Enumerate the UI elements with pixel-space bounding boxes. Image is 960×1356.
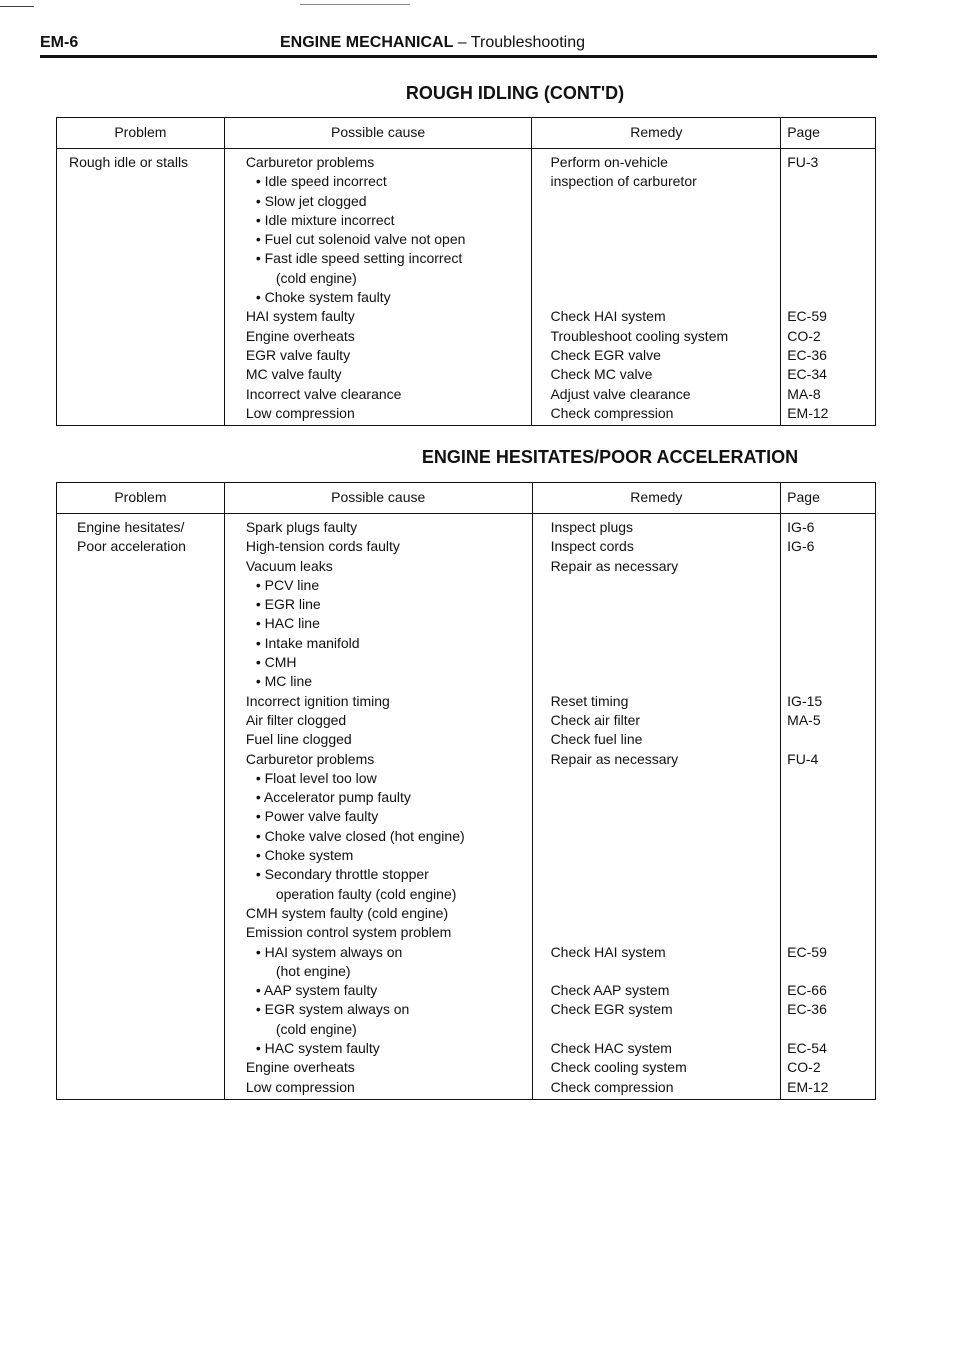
page-ref: [787, 211, 875, 230]
cause-line: • Choke system faulty: [255, 289, 391, 306]
page-ref: CO-2: [787, 1059, 821, 1076]
cause-line: • Fuel cut solenoid valve not open: [255, 231, 466, 248]
remedy-line: Reset timing: [550, 692, 629, 709]
remedy-line: Check MC valve: [550, 366, 653, 383]
header-problem: Problem: [57, 483, 225, 514]
cause-line: CMH system faulty (cold engine): [245, 904, 449, 921]
remedy-line: [551, 827, 781, 846]
table2-title: ENGINE HESITATES/POOR ACCELERATION: [421, 447, 799, 467]
page-ref: [787, 653, 875, 672]
section-title-bold: ENGINE MECHANICAL: [280, 34, 454, 51]
section-title-rest: – Troubleshooting: [453, 34, 585, 51]
remedy-line: [550, 192, 780, 211]
remedy-line: Adjust valve clearance: [550, 385, 691, 402]
remedy-line: Check EGR system: [550, 1001, 673, 1018]
cause-line: Low compression: [245, 404, 355, 421]
page-ref: IG-6: [787, 519, 815, 535]
header-remedy: Remedy: [532, 483, 781, 514]
problem-cell: [57, 514, 225, 1100]
remedy-line: Check compression: [550, 404, 674, 421]
page-ref: [787, 885, 875, 904]
cause-cell: [224, 514, 532, 1100]
hesitation-table: [56, 482, 876, 1100]
remedy-line: [551, 614, 781, 633]
cause-line: • AAP system faulty: [255, 982, 378, 999]
page-ref: [787, 634, 875, 653]
page-ref: [787, 269, 875, 288]
cause-line: Engine overheats: [245, 1059, 355, 1076]
remedy-line: [551, 788, 781, 807]
page-ref: [787, 672, 875, 691]
header-page: Page: [781, 483, 876, 514]
remedy-line: [550, 249, 780, 268]
page-ref: EM-12: [787, 1078, 829, 1095]
cause-line: • HAI system always on: [255, 943, 403, 960]
remedy-line: [551, 653, 781, 672]
cause-line: • Choke valve closed (hot engine): [255, 827, 465, 844]
cause-line: • Accelerator pump faulty: [255, 789, 411, 806]
table-header-row: [57, 483, 876, 514]
page-ref: FU-3: [787, 154, 819, 170]
rough-idling-table: [56, 117, 876, 426]
cause-line: High-tension cords faulty: [245, 538, 400, 555]
page-ref: EC-59: [787, 943, 827, 960]
cause-line: • Intake manifold: [255, 634, 360, 651]
remedy-line: Check HAC system: [550, 1040, 672, 1057]
page-ref: EC-54: [787, 1040, 827, 1057]
cause-line: • Power valve faulty: [255, 808, 379, 825]
header-page: Page: [781, 118, 876, 149]
page-ref: [787, 192, 875, 211]
page-ref: [787, 962, 875, 981]
problem-text: Rough idle or stalls: [69, 154, 189, 170]
remedy-line: Check fuel line: [550, 731, 643, 748]
header-possible-cause: Possible cause: [224, 483, 532, 514]
page-ref: [787, 576, 875, 595]
cause-line: • Idle speed incorrect: [255, 173, 387, 190]
header-problem: Problem: [57, 118, 225, 149]
remedy-line: [551, 769, 781, 788]
cause-line: • HAC line: [255, 615, 320, 632]
table-row: [57, 514, 876, 1100]
page-ref: [787, 557, 875, 576]
cause-line: Carburetor problems: [245, 750, 375, 767]
cause-line: EGR valve faulty: [245, 346, 351, 363]
cause-line: Air filter clogged: [245, 711, 347, 728]
cause-line: • Slow jet clogged: [255, 192, 367, 209]
page-ref: [787, 249, 875, 268]
remedy-line: [551, 1020, 781, 1039]
cause-line: HAI system faulty: [245, 308, 355, 325]
remedy-line: [551, 904, 781, 923]
cause-line: Emission control system problem: [245, 924, 452, 941]
remedy-line: Repair as necessary: [550, 557, 679, 574]
page-ref: [787, 769, 875, 788]
cause-line: Engine overheats: [245, 327, 355, 344]
remedy-line: [551, 846, 781, 865]
remedy-line: [551, 923, 781, 942]
page-ref: EM-12: [787, 404, 829, 421]
page-ref: [787, 614, 875, 633]
page-ref: IG-15: [787, 692, 823, 709]
page-ref: EC-66: [787, 982, 827, 999]
remedy-line: Check AAP system: [550, 982, 670, 999]
remedy-line: Check cooling system: [550, 1059, 687, 1076]
page-ref: [787, 923, 875, 942]
page-ref: [787, 730, 875, 749]
page-ref: EC-36: [787, 1001, 827, 1018]
cause-line: • Secondary throttle stopper: [255, 866, 429, 883]
page-ref: [787, 788, 875, 807]
top-rule-mid: [300, 4, 410, 5]
cause-line: Fuel line clogged: [245, 731, 352, 748]
cause-line: Incorrect ignition timing: [245, 692, 390, 709]
page-ref: FU-4: [787, 750, 819, 767]
remedy-line: Inspect plugs: [550, 519, 634, 535]
page-ref: EC-59: [787, 308, 827, 325]
page-ref: MA-8: [787, 385, 821, 402]
page-ref: MA-5: [787, 711, 821, 728]
remedy-line: [550, 288, 780, 307]
remedy-line: [551, 962, 781, 981]
remedy-line: Check HAI system: [550, 943, 666, 960]
page-ref: [787, 807, 875, 826]
remedy-line: [551, 672, 781, 691]
page-ref: [787, 865, 875, 884]
remedy-line: [551, 634, 781, 653]
page-ref: [787, 595, 875, 614]
cause-cell: [224, 149, 532, 426]
cause-line: Spark plugs faulty: [245, 519, 358, 535]
remedy-line: Check air filter: [550, 711, 641, 728]
problem-text-line: Engine hesitates/: [77, 519, 185, 535]
cause-line: operation faulty (cold engine): [275, 885, 457, 902]
remedy-cell: [532, 514, 781, 1100]
page-ref: [787, 827, 875, 846]
cause-line: (cold engine): [275, 1020, 357, 1037]
remedy-line: [551, 865, 781, 884]
remedy-line: [551, 885, 781, 904]
section-title: [280, 34, 585, 52]
page-number: EM-6: [40, 34, 79, 51]
header-rule: [40, 55, 877, 58]
page-cell: [781, 149, 876, 426]
remedy-line: [551, 576, 781, 595]
remedy-line: Troubleshoot cooling system: [550, 327, 729, 344]
cause-line: MC valve faulty: [245, 366, 342, 383]
table-header-row: [57, 118, 876, 149]
page-ref: IG-6: [787, 538, 815, 555]
header-remedy: Remedy: [532, 118, 781, 149]
cause-line: • Float level too low: [255, 769, 377, 786]
cause-line: Vacuum leaks: [245, 557, 333, 574]
header-possible-cause: Possible cause: [224, 118, 532, 149]
page-ref: [787, 230, 875, 249]
remedy-line: Check HAI system: [550, 308, 666, 325]
remedy-line: Check compression: [550, 1078, 674, 1095]
remedy-line: Perform on-vehicle: [550, 154, 668, 170]
cause-line: (cold engine): [275, 269, 357, 286]
cause-line: • HAC system faulty: [255, 1040, 380, 1057]
cause-line: • Idle mixture incorrect: [255, 211, 395, 228]
page-ref: [787, 288, 875, 307]
page-ref: EC-36: [787, 346, 827, 363]
table-row: [57, 149, 876, 426]
cause-line: • EGR line: [255, 596, 321, 613]
cause-line: • CMH: [255, 654, 297, 671]
page-ref: [787, 904, 875, 923]
cause-line: Incorrect valve clearance: [245, 385, 402, 402]
cause-line: • Fast idle speed setting incorrect: [255, 250, 463, 267]
table1-title: ROUGH IDLING (CONT'D): [405, 83, 625, 103]
cause-line: • PCV line: [255, 576, 320, 593]
cause-line: • Choke system: [255, 847, 354, 864]
page-ref: [787, 172, 875, 191]
remedy-line: [551, 595, 781, 614]
cause-line: (hot engine): [275, 962, 351, 979]
cause-line: • EGR system always on: [255, 1001, 410, 1018]
page-ref: [787, 846, 875, 865]
remedy-line: inspection of carburetor: [550, 173, 697, 190]
remedy-line: [550, 230, 780, 249]
cause-line: Carburetor problems: [245, 154, 375, 170]
top-rule-left: [0, 6, 34, 7]
page-ref: EC-34: [787, 366, 827, 383]
remedy-line: Inspect cords: [550, 538, 634, 555]
page-header: [40, 34, 876, 56]
page-ref: CO-2: [787, 327, 821, 344]
remedy-line: Repair as necessary: [550, 750, 679, 767]
remedy-line: Check EGR valve: [550, 346, 661, 363]
problem-text-line: Poor acceleration: [77, 538, 186, 555]
page-cell: [781, 514, 876, 1100]
remedy-line: [551, 807, 781, 826]
cause-line: • MC line: [255, 673, 313, 690]
remedy-cell: [532, 149, 781, 426]
remedy-line: [550, 211, 780, 230]
remedy-line: [550, 269, 780, 288]
cause-line: Low compression: [245, 1078, 355, 1095]
page-ref: [787, 1020, 875, 1039]
problem-cell: [57, 149, 225, 426]
